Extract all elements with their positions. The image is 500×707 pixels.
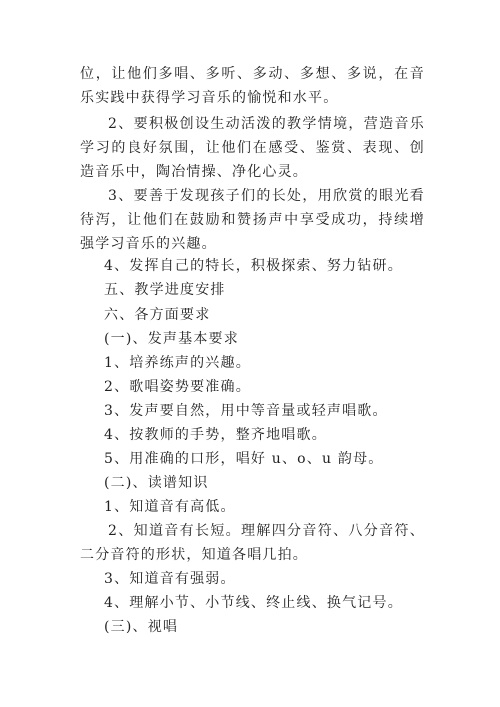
item-7: 2、知道音有长短。理解四分音符、八分音符、二分音符的形状，知道各唱几拍。: [80, 523, 425, 563]
item-6: 1、知道音有高低。: [104, 499, 236, 515]
paragraph-3: 3、要善于发现孩子们的长处，用欣赏的眼光看待泻，让他们在鼓励和赞扬声中享受成功，持续增强学习音乐的兴趣。: [80, 188, 425, 252]
paragraph-4: 4、发挥自己的特长，积极探索、努力钻研。: [104, 258, 403, 274]
paragraph-1: 位，让他们多唱、多听、多动、多想、多说，在音乐实践中获得学习音乐的愉悦和水平。: [80, 66, 425, 106]
item-9: 4、理解小节、小节线、终止线、换气记号。: [104, 595, 403, 611]
paragraph-2: 2、要积极创设生动活泼的教学情境，营造音乐学习的良好氛围，让他们在感受、鉴赏、表现、创造音乐中，陶冶情操、净化心灵。: [80, 116, 425, 180]
item-1: 1、培养练声的兴趣。: [104, 355, 251, 371]
item-4: 4、按教师的手势，整齐地唱歌。: [104, 427, 327, 443]
section-heading-6: 六、各方面要求: [104, 307, 211, 323]
subheading-3: (三)、视唱: [104, 619, 179, 635]
subheading-1: (一)、发声基本要求: [104, 331, 239, 347]
subheading-2: (二)、读谱知识: [104, 475, 209, 491]
item-8: 3、知道音有强弱。: [104, 571, 236, 587]
item-2: 2、歌唱姿势要准确。: [104, 379, 251, 395]
item-5: 5、用准确的口形，唱好 u、o、u 韵母。: [104, 451, 384, 467]
section-heading-5: 五、教学进度安排: [104, 282, 226, 298]
item-3: 3、发声要自然，用中等音量或轻声唱歌。: [104, 403, 388, 419]
